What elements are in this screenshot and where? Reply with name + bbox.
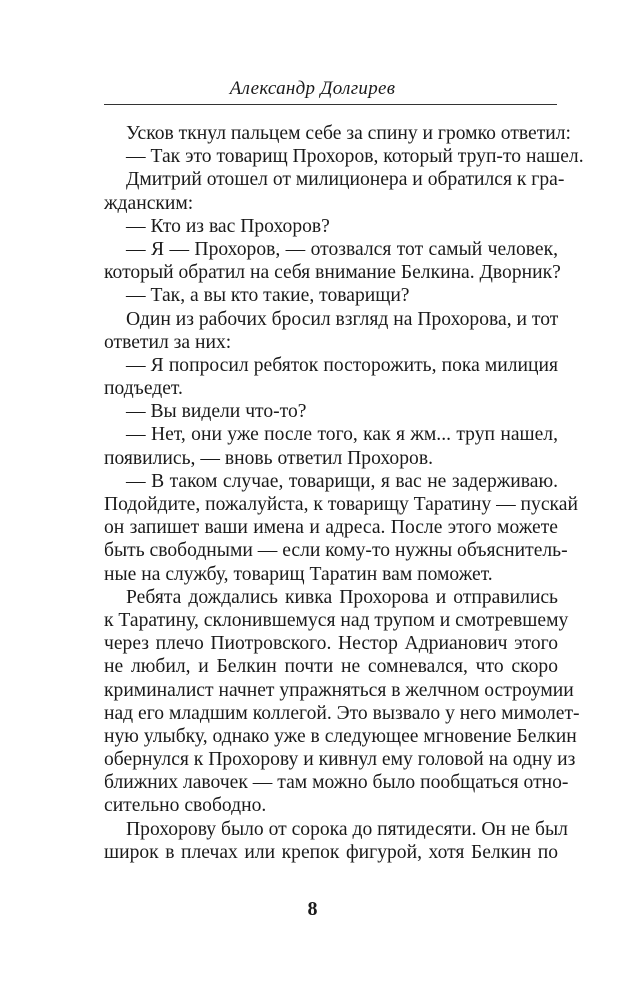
- text-line: сительно свободно.: [104, 795, 267, 817]
- header-rule: [104, 104, 557, 105]
- text-line: обернулся к Прохорову и кивнул ему головой на одну из: [104, 749, 576, 771]
- text-line: — Вы видели что-то?: [126, 401, 307, 423]
- text-line: ближних лавочек — там можно было пообщаться отно-: [104, 772, 569, 794]
- main-text: [104, 122, 584, 864]
- text-line: — Так это товарищ Прохоров, который труп-то нашел.: [126, 146, 584, 168]
- text-line: — Нет, они уже после того, как я жм... труп нашел,: [126, 424, 558, 446]
- text-line: криминалист начнет упражняться в желчном остроумии: [104, 679, 574, 701]
- text-line: появились, — вновь ответил Прохоров.: [104, 447, 433, 469]
- text-line: — Я — Прохоров, — отозвался тот самый человек,: [126, 238, 558, 260]
- text-line: ответил за них:: [104, 331, 232, 353]
- text-line: он запишет ваши имена и адреса. После этого можете: [104, 517, 558, 539]
- text-line: не любил, и Белкин почти не сомневался, что скоро: [104, 656, 558, 678]
- text-line: Усков ткнул пальцем себе за спину и громко ответил:: [126, 123, 572, 144]
- text-line: — Так, а вы кто такие, товарищи?: [126, 285, 410, 307]
- running-head: Александр Долгирев: [229, 78, 396, 99]
- text-line: Прохорову было от сорока до пятидесяти. Он не был: [126, 818, 568, 840]
- text-line: к Таратину, склонившемуся над трупом и смотревшему: [104, 609, 569, 631]
- text-line: Ребята дождались кивка Прохорова и отправились: [126, 586, 558, 608]
- text-line: — В таком случае, товарищи, я вас не задерживаю.: [126, 470, 558, 492]
- text-line: — Я попросил ребяток посторожить, пока милиция: [126, 354, 558, 376]
- text-line: Подойдите, пожалуйста, к товарищу Таратину — пускай: [104, 494, 578, 515]
- text-line: который обратил на себя внимание Белкина. Дворник?: [104, 262, 561, 284]
- text-line: через плечо Пиотровского. Нестор Адрианович этого: [104, 633, 558, 655]
- text-line: подъедет.: [104, 378, 183, 400]
- text-line: Дмитрий отошел от милиционера и обратился к гра-: [126, 169, 565, 191]
- text-line: широк в плечах или крепок фигурой, хотя Белкин по: [104, 841, 558, 863]
- text-line: быть свободными — если кому-то нужны объяснитель-: [104, 540, 568, 562]
- text-line: ную улыбку, однако уже в следующее мгновение Белкин: [104, 725, 577, 747]
- text-line: жданским:: [104, 192, 194, 214]
- text-line: ные на службу, товарищ Таратин вам поможет.: [104, 563, 493, 585]
- text-line: над его младшим коллегой. Это вызвало у него мимолет-: [104, 702, 580, 724]
- text-line: — Кто из вас Прохоров?: [126, 215, 330, 237]
- page-number: 8: [307, 898, 318, 920]
- text-line: Один из рабочих бросил взгляд на Прохорова, и тот: [126, 308, 559, 330]
